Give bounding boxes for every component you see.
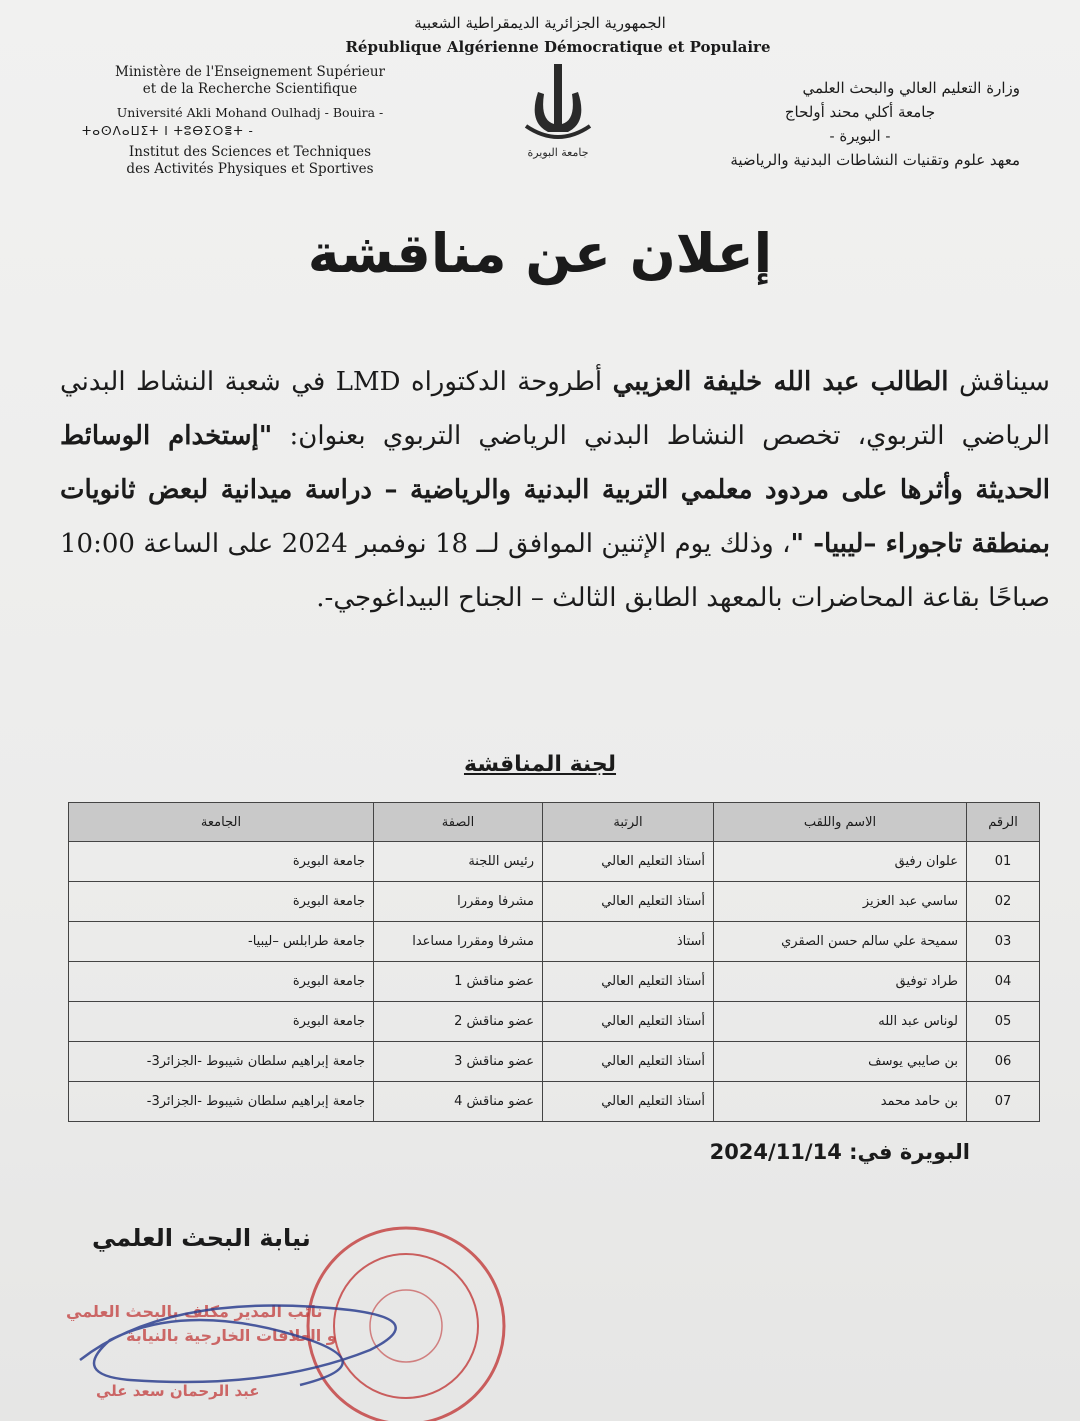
cell-role: عضو مناقش 4 — [374, 1082, 543, 1122]
ministry-fr-2: et de la Recherche Scientifique — [142, 81, 358, 97]
cell-name: سميحة علي سالم حسن الصقري — [714, 922, 967, 962]
cell-name: لوناس عبد الله — [714, 1002, 967, 1042]
student-name: الطالب عبد الله خليفة العزيبي — [612, 367, 949, 397]
announcement-specialty: أطروحة الدكتوراه LMD في شعبة النشاط البدني الرياضي التربوي، تخصص النشاط البدني الرياضي التربوي بعنوان: — [60, 367, 1051, 451]
cell-university: جامعة البويرة — [69, 962, 374, 1002]
table-row — [69, 1082, 1040, 1122]
cell-name: بن حامد محمد — [714, 1082, 967, 1122]
announcement-intro: سيناقش — [948, 367, 1050, 397]
header-university: الجامعة — [69, 803, 374, 842]
institute-fr-2: des Activités Physiques et Sportives — [126, 161, 374, 177]
announcement-schedule: ، وذلك يوم الإثنين الموافق لــ 18 نوفمبر 2024 على الساعة 10:00 صباحًا بقاعة المحاضرات بالمعهد الطابق الثالث – الجناح البيداغوجي-. — [60, 529, 1050, 613]
cell-university: جامعة طرابلس –ليبيا- — [69, 922, 374, 962]
cell-rank: أستاذ التعليم العالي — [543, 962, 714, 1002]
cell-number: 02 — [967, 882, 1040, 922]
cell-name: طراد توفيق — [714, 962, 967, 1002]
cell-rank: أستاذ التعليم العالي — [543, 1082, 714, 1122]
cell-number: 03 — [967, 922, 1040, 962]
table-row — [69, 962, 1040, 1002]
header-arabic-block — [600, 76, 1020, 172]
announcement-body — [60, 355, 1050, 625]
cell-name: بن صايبي يوسف — [714, 1042, 967, 1082]
city-ar: - البويرة - — [829, 127, 891, 145]
signing-office: نيابة البحث العلمي — [92, 1224, 311, 1252]
cell-rank: أستاذ التعليم العالي — [543, 842, 714, 882]
cell-number: 04 — [967, 962, 1040, 1002]
cell-number: 05 — [967, 1002, 1040, 1042]
header-number: الرقم — [967, 803, 1040, 842]
cell-rank: أستاذ — [543, 922, 714, 962]
institute-ar: معهد علوم وتقنيات النشاطات البدنية والرياضية — [730, 151, 1020, 169]
cell-university: جامعة البويرة — [69, 1002, 374, 1042]
cell-number: 01 — [967, 842, 1040, 882]
header-role: الصفة — [374, 803, 543, 842]
cell-role: مشرفا ومقررا مساعدا — [374, 922, 543, 962]
stamp-title-line-1: نائب المدير مكلف بالبحث العلمي — [66, 1302, 323, 1321]
university-logo — [508, 62, 608, 162]
republic-french: République Algérienne Démocratique et Populaire — [345, 38, 771, 56]
cell-number: 07 — [967, 1082, 1040, 1122]
committee-heading: لجنة المناقشة — [463, 752, 617, 777]
stamp-title-line-2: و العلاقات الخارجية بالنيابة — [126, 1326, 337, 1345]
cell-name: ساسي عبد العزيز — [714, 882, 967, 922]
cell-name: علوان رفيق — [714, 842, 967, 882]
university-tifinagh: ⵜⴰⵙⴷⴰⵡⵉⵜ ⵏ ⵜⵓⴱⵉⵔⴻⵜ - — [82, 124, 254, 138]
committee-table — [68, 802, 1040, 1122]
logo-caption: جامعة البويرة — [527, 146, 589, 159]
institute-fr-1: Institut des Sciences et Techniques — [128, 144, 372, 160]
table-row — [69, 922, 1040, 962]
cell-university: جامعة البويرة — [69, 882, 374, 922]
header-rank: الرتبة — [543, 803, 714, 842]
table-row — [69, 1002, 1040, 1042]
ministry-fr-1: Ministère de l'Enseignement Supérieur — [115, 64, 385, 80]
republic-arabic: الجمهورية الجزائرية الديمقراطية الشعبية — [414, 14, 666, 32]
cell-role: رئيس اللجنة — [374, 842, 543, 882]
cell-university: جامعة إبراهيم سلطان شيبوط -الجزائر3- — [69, 1082, 374, 1122]
cell-role: عضو مناقش 3 — [374, 1042, 543, 1082]
issue-date: البويرة في: 2024/11/14 — [709, 1140, 970, 1164]
table-header-row — [69, 803, 1040, 842]
university-fr: Université Akli Mohand Oulhadj - Bouira - — [116, 105, 384, 120]
cell-role: مشرفا ومقررا — [374, 882, 543, 922]
ministry-ar: وزارة التعليم العالي والبحث العلمي — [802, 79, 1020, 97]
table-row — [69, 1042, 1040, 1082]
university-ar: جامعة أكلي محند أولحاج — [784, 103, 936, 121]
cell-rank: أستاذ التعليم العالي — [543, 882, 714, 922]
cell-rank: أستاذ التعليم العالي — [543, 1042, 714, 1082]
thesis-title: "إستخدام الوسائط الحديثة وأثرها على مردود معلمي التربية البدنية والرياضية – دراسة ميدانية لبعض ثانويات بمنطقة تاجوراء –ليبيا- " — [60, 421, 1051, 559]
cell-role: عضو مناقش 1 — [374, 962, 543, 1002]
cell-rank: أستاذ التعليم العالي — [543, 1002, 714, 1042]
cell-number: 06 — [967, 1042, 1040, 1082]
table-row — [69, 882, 1040, 922]
cell-role: عضو مناقش 2 — [374, 1002, 543, 1042]
header-french-block — [70, 64, 450, 178]
table-row — [69, 842, 1040, 882]
header-name: الاسم واللقب — [714, 803, 967, 842]
page-title: إعلان عن مناقشة — [307, 222, 773, 285]
cell-university: جامعة البويرة — [69, 842, 374, 882]
cell-university: جامعة إبراهيم سلطان شيبوط -الجزائر3- — [69, 1042, 374, 1082]
stamp-name: عبد الرحمان سعد علي — [96, 1382, 260, 1400]
handwritten-signature — [50, 1280, 450, 1410]
